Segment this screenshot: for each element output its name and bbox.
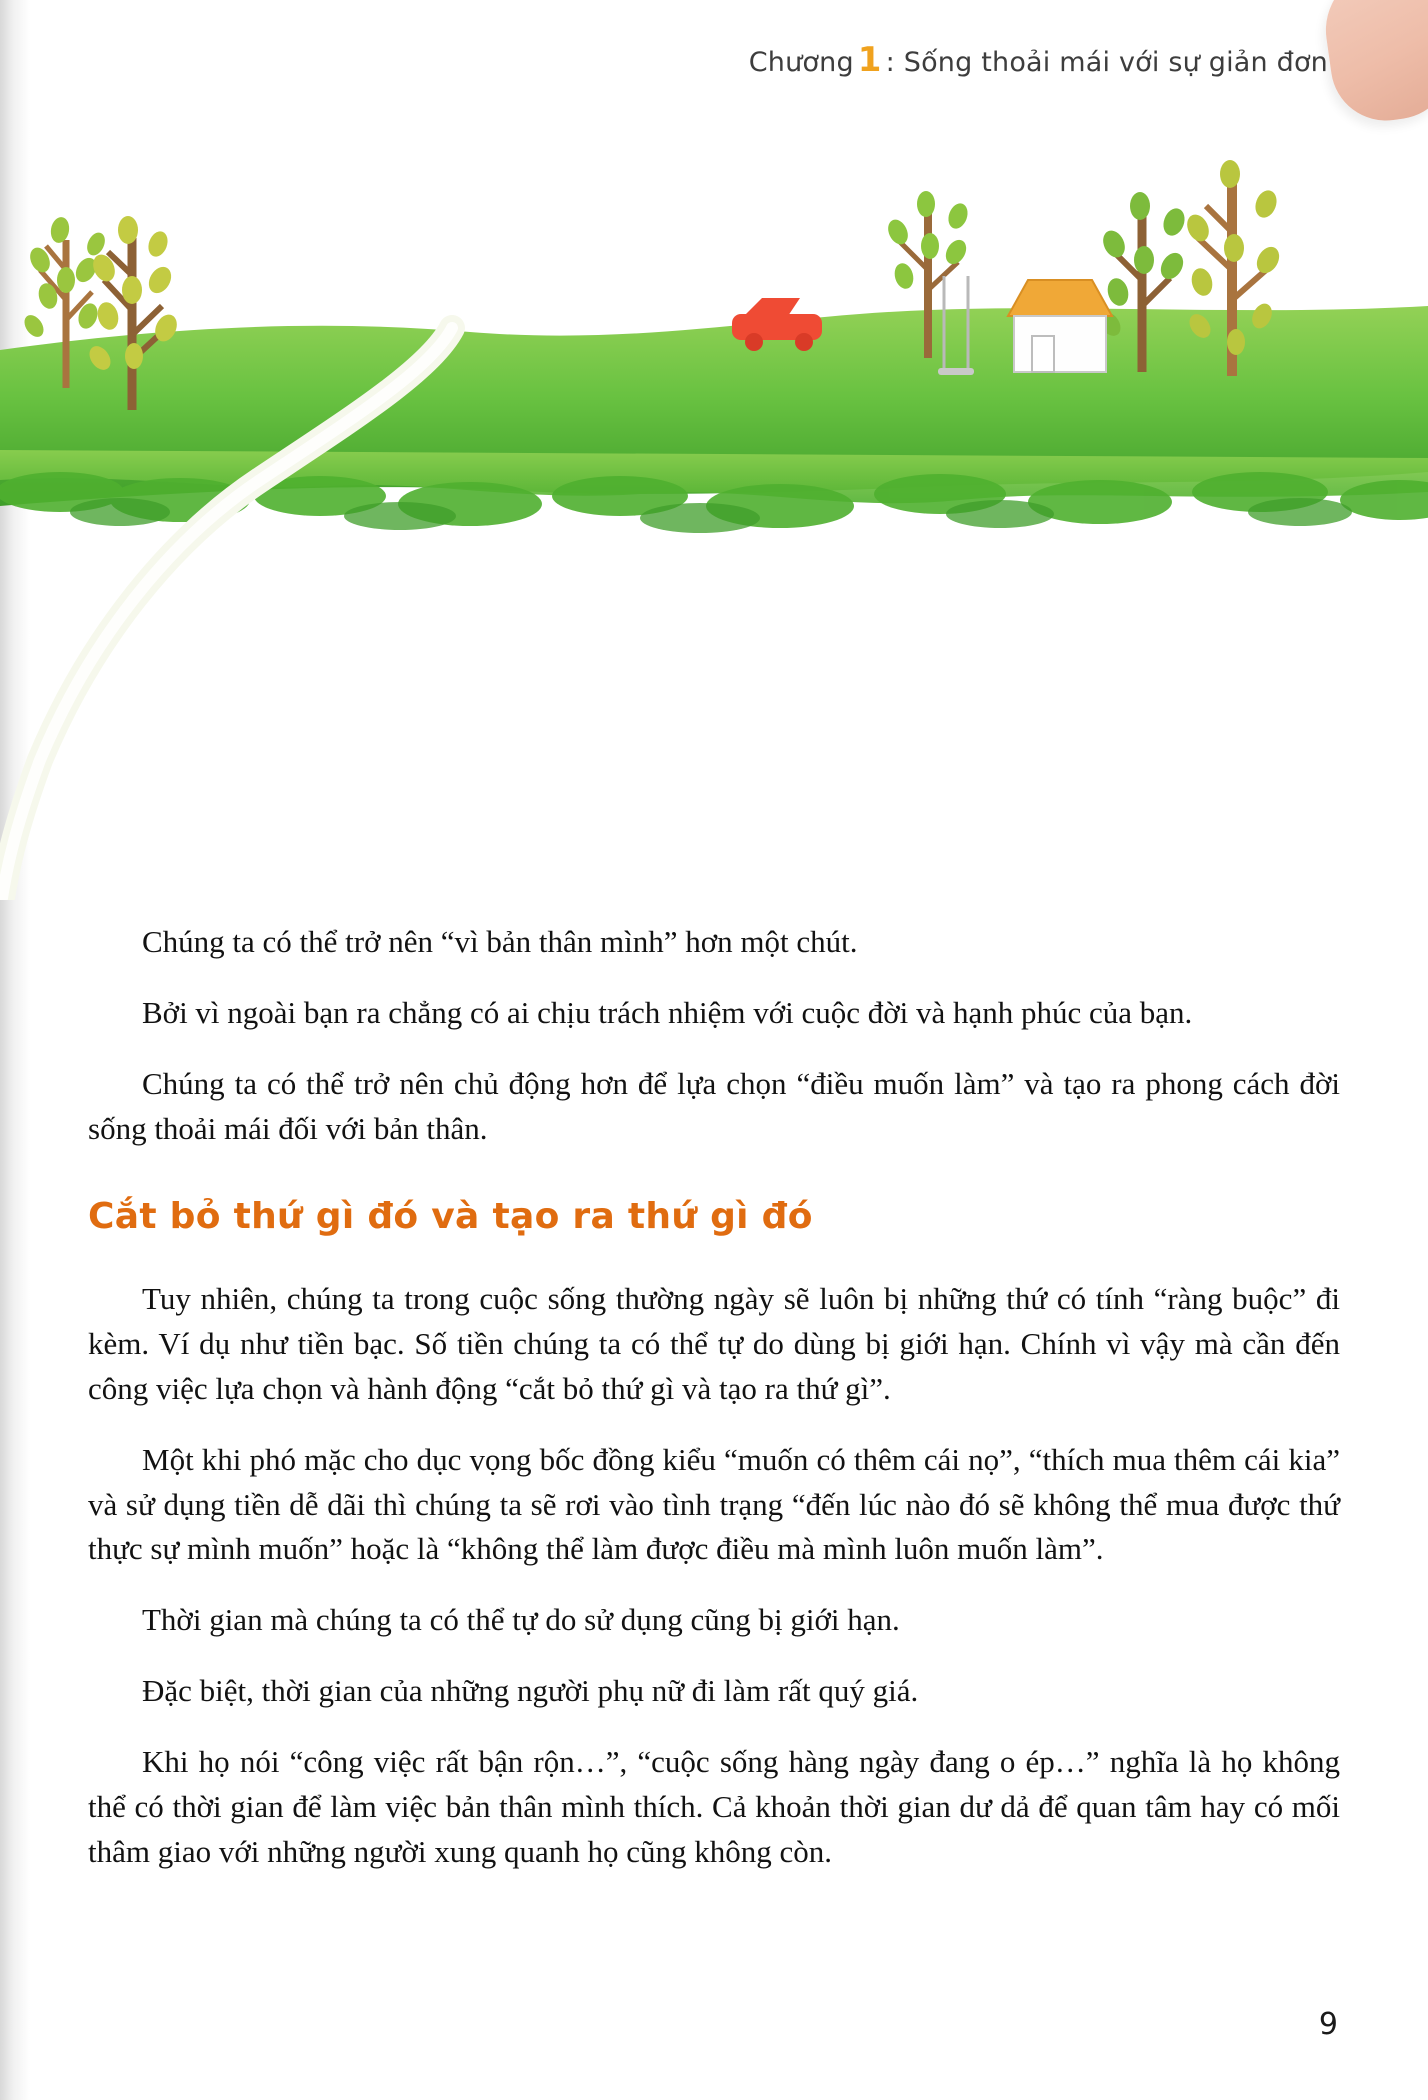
running-head-suffix: : Sống thoải mái với sự giản đơn — [885, 47, 1328, 78]
paragraph: Chúng ta có thể trở nên “vì bản thân mình” hơn một chút. — [142, 924, 858, 959]
paragraph: Bởi vì ngoài bạn ra chẳng có ai chịu trách nhiệm với cuộc đời và hạnh phúc của bạn. — [142, 994, 1193, 1030]
running-head-prefix: Chương — [748, 47, 854, 78]
page-number: 9 — [1318, 2007, 1338, 2042]
paragraph: Một khi phó mặc cho dục vọng bốc đồng kiểu “muốn có thêm cái nọ”, “thích mua thêm cái kia” và sử dụng tiền dễ dãi thì chúng ta sẽ rơi vào tình trạng “đến lúc nào đó sẽ không thể mua được thứ thực sự mình muốn” hoặc là “không thể làm được điều mà mình luôn muốn làm”. — [88, 1441, 1340, 1567]
running-head — [749, 40, 1328, 80]
finger-overlay — [1318, 0, 1428, 128]
section-heading: Cắt bỏ thứ gì đó và tạo ra thứ gì đó — [88, 1195, 813, 1237]
paragraph: Đặc biệt, thời gian của những người phụ nữ đi làm rất quý giá. — [142, 1673, 919, 1709]
page-content — [88, 920, 1340, 1901]
paragraph: Chúng ta có thể trở nên chủ động hơn để lựa chọn “điều muốn làm” và tạo ra phong cách đời sống thoải mái đối với bản thân. — [88, 1065, 1340, 1146]
house-icon — [1008, 280, 1112, 372]
paragraph: Khi họ nói “công việc rất bận rộn…”, “cuộc sống hàng ngày đang o ép…” nghĩa là họ không thể có thời gian để làm việc bản thân mình thích. Cả khoản thời gian dư dả để quan tâm hay có mối thâm giao với những người xung quanh họ cũng không còn. — [88, 1744, 1340, 1870]
chapter-number: 1 — [857, 40, 882, 80]
paragraph: Thời gian mà chúng ta có thể tự do sử dụng cũng bị giới hạn. — [142, 1602, 900, 1638]
landscape-svg — [0, 120, 1428, 900]
hillside-landscape-illustration — [0, 120, 1428, 900]
paragraph: Tuy nhiên, chúng ta trong cuộc sống thường ngày sẽ luôn bị những thứ có tính “ràng buộc” đi kèm. Ví dụ như tiền bạc. Số tiền chúng ta có thể tự do dùng bị giới hạn. Chính vì vậy mà cần đến công việc lựa chọn và hành động “cắt bỏ thứ gì và tạo ra thứ gì”. — [88, 1280, 1340, 1406]
